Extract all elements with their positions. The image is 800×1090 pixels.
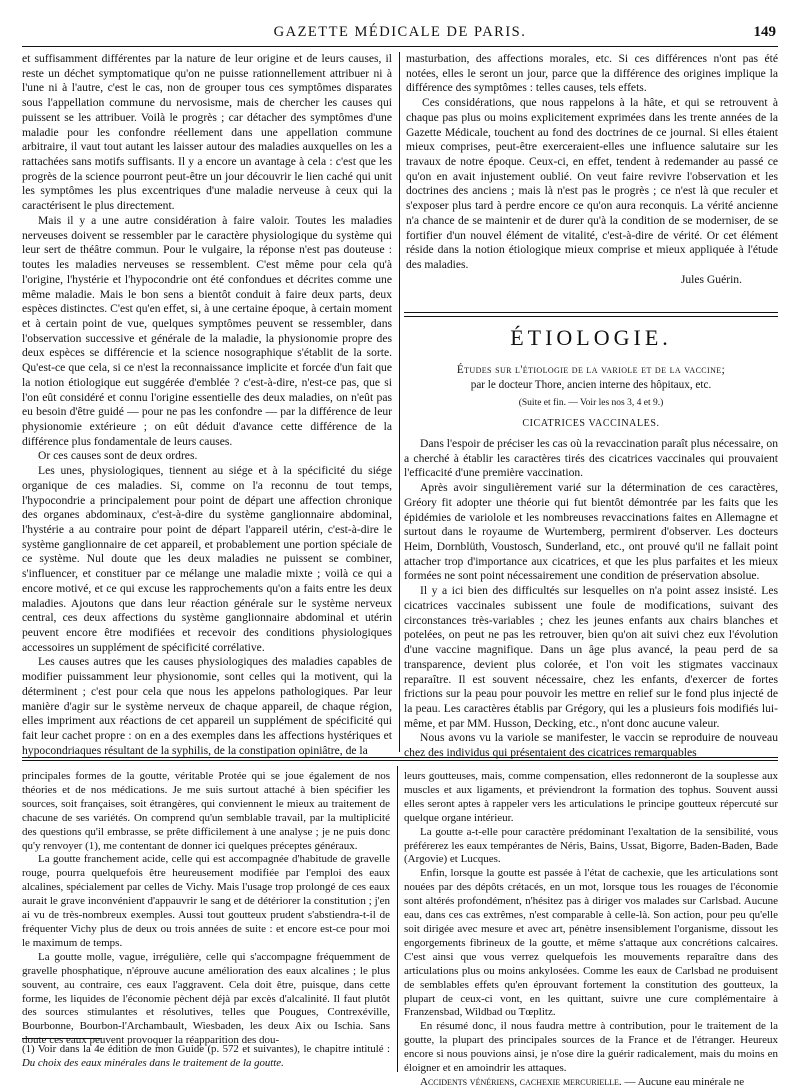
section-rule <box>22 757 778 758</box>
header-rule <box>22 46 778 47</box>
paragraph: Il y a ici bien des difficultés sur lesquelles on n'a point assez insisté. Les cicatrices vaccinales subissent une foule de modifications, suivant des circonstances très-variables ; chez les jeunes enfants aux chairs blanches et potelées, on peut ne pas les retrouver, bien qu'on ait suivi chez eux l'évolution d'une vaccine magnifique. Dans un âge plus avancé, la peau perd de sa transparence, devient plus colorée, et l'on voit les stigmates vaccinaux reparaître. Il est souvent nécessaire, chez les enfants, d'exercer de fortes frictions sur la peau pour pouvoir les mettre en relief sur le fond plus injecté de la peau. Les caractères établis par Grégory, qui les a plusieurs fois modifiés lui-même, et par MM. Husson, Decking, etc., n'ont donc aucune valeur. <box>404 584 778 730</box>
article-top-rule-thin <box>404 316 778 317</box>
paragraph: Dans l'espoir de préciser les cas où la revaccination paraît plus nécessaire, on a cherché à établir les caractères tirés des cicatrices vaccinales qui prouvaient l'efficacité d'une première vaccination. <box>404 437 778 480</box>
paragraph: Ces considérations, que nous rappelons à la hâte, et qui se retrouvent à chaque pas plus ou moins explicitement exprimées dans les trente années de la Gazette Médicale, touchent au fond des doctrines de ce journal. Si elles étaient mieux comprises, peut-être exerceraient-elles une influence salutaire sur les travaux de notre époque. Ceux-ci, en effet, tendent à redemander au passé ce qu'on en avait injustement oublié. On veut faire revivre l'observation et les doctrines des anciens ; mais là n'est pas le progrès ; ce n'est là que reculer et s'exposer plus tard à perdre encore ce qu'on aura reconquis. La vérité ancienne n'a chance de se maintenir et de durer qu'à la condition de se moderniser, de se fortifier d'un nouvel élément de vitalité, c'est-à-dire de vérité. Or cet élément réside dans la notion étiologique mieux comprise et mieux appliquée à l'étude des maladies. <box>406 96 778 272</box>
article-body <box>404 437 778 767</box>
article-byline: par le docteur Thore, ancien interne des hôpitaux, etc. <box>470 378 712 391</box>
run-in-heading: Accidents vénériens, cachexie mercurielle. <box>420 1075 622 1088</box>
upper-left-column <box>22 52 392 757</box>
page-header <box>22 0 778 48</box>
footnote-text: (1) Voir dans la 4e édition de mon Guide (p. 572 et suivantes), le chapitre intitulé : <box>22 1043 390 1055</box>
paragraph: Mais il y a une autre considération à faire valoir. Toutes les maladies nerveuses doivent se ressembler par le caractère physiologique du système qui leur sert de théâtre commun. Pour le vulgaire, la réponse n'est pas douteuse : toutes les maladies nerveuses se ressemblent. C'est même pour cela qu'à l'origine, l'hystérie et l'hypocondrie ont été confondues et décrites comme une même maladie. Mais le bon sens a bientôt conduit à faire deux parts, deux espèces distinctes. C'est qu'en effet, si, à une certaine époque, à certain moment et à certain point de vue, quelques symptômes peuvent se ressembler, dans l'observation successive et générale de la maladie, la physionomie propre des deux espèces se différencie et la science nosographique s'établit de la sorte. Qu'est-ce que cela, si ce n'est la reconnaissance implicite et forcée d'un fait que la notion étiologique eut suggérée d'emblée ? c'est-à-dire, n'est-ce pas, que si l'on eût considéré et connu l'origine essentielle des deux maladies, on n'eût pas eu besoin d'être guidé — pour ne pas les confondre — par la différence de leur physionomie extérieure ; on eût déduit d'avance cette différence de la différence plus fondamentale de leurs causes. <box>22 213 392 448</box>
paragraph: Après avoir singulièrement varié sur la détermination de ces caractères, Gréory fit adopter une théorie qui fut bientôt démontrée par les faits que les épidémies de variolole et les nombreuses revaccinations faites en Allemagne et surtout dans le royaume de Wurtemberg, permirent d'observer. Les docteurs Heim, Dornblüth, Voustosch, Sunderland, etc., ont prouvé qu'il ne fallait point attacher trop d'importance aux cicatrices, et que les plus parfaites et les mieux formées ne sont point nécessairement une condition de préservation absolue. <box>404 481 778 583</box>
subsection-heading: CICATRICES VACCINALES. <box>522 418 660 429</box>
paragraph: Les unes, physiologiques, tiennent au siége et à la spécificité du siége organique de ces maladies. Si, comme on l'a reconnu de tout temps, l'hypocondrie a principalement pour point de départ une affection chronique des organes abdominaux, c'est-à-dire du système ganglionnaire abdominal, l'hystérie a au contraire pour point de départ l'appareil utérin, c'est-à-dire le système ganglionnaire de cet appareil, et probablement une portion spéciale de ce système. Nul doute que les deux maladies ne puissent se combiner, s'influencer, et constituer par ce mélange une maladie mixte ; voilà ce qui a encore motivé, et ce qui excuse les rapprochements qu'on a faits entre les deux maladies. Ajoutons que dans leur réaction générale sur le système nerveux central, ces deux affections du système ganglionnaire abdominal et utérin peuvent encore être modifiées et recevoir des conditions physiologiques accessoires un supplément de spécificité corrélative. <box>22 464 392 654</box>
paragraph <box>404 1076 778 1090</box>
footnote-rule <box>22 1038 102 1039</box>
page-number: 149 <box>753 24 776 40</box>
paragraph-text: — Aucune eau minérale ne <box>621 1075 745 1088</box>
column-divider <box>399 52 400 752</box>
section-rule-thin <box>22 760 778 761</box>
upper-right-column <box>406 52 778 304</box>
paragraph: Nous avons vu la variole se manifester, le vaccin se reproduire de nouveau chez des individus qui présentaient des cicatrices remarquables <box>404 731 778 760</box>
section-title: ÉTIOLOGIE. <box>510 325 672 350</box>
paragraph: Or ces causes sont de deux ordres. <box>38 449 198 463</box>
paragraph: La goutte franchement acide, celle qui est accompagnée d'habitude de gravelle rouge, pourra quelquefois être heureusement modifiée par l'emploi des eaux alcalines, spécialement par celles de Vichy. Mais l'usage trop prolongé de ces eaux aurait le grave inconvénient d'appauvrir le sang et de détériorer la constitution ; j'en ai vu de très-nombreux exemples. Aussi tout goutteux prudent s'abstiendra-t-il de fréquenter Vichy plus de deux ou trois années de suite : et encore est-ce pour moi le maximum de temps. <box>22 853 390 949</box>
paragraph: leurs goutteuses, mais, comme compensation, elles redonneront de la souplesse aux muscles et aux ligaments, et préviendront la formation des tophus. Souvent aussi elles seront aptes à rappeler vers les articulations le principe goutteux répercuté sur quelque organe intérieur. <box>404 770 778 824</box>
paragraph: principales formes de la goutte, véritable Protée qui se joue également de nos théories et de nos médications. Je me suis surtout attaché à bien spécifier les sources, soit françaises, soit étrangères, qui conviennent le mieux au traitement de chacune de ses variétés. On comprend qu'un semblable travail, par la multiplicité des questions qu'il embrasse, se prête difficilement à une analyse ; je ne puis donc qu'y renvoyer (1), me contentant de donner ici quelques préceptes généraux. <box>22 770 390 852</box>
paragraph: Les causes autres que les causes physiologiques des maladies capables de modifier puissamment leur physionomie, sont celles qui la motivent, qui la déterminent ; c'est pour cela que nous les appelons pathologiques. Par leur manière d'agir sur le système nerveux de chaque appareil, de chaque région, elles impriment aux réactions de cet appareil un supplément de spécificité qui fait leur cachet propre : on en a des exemples dans les affections hystériques et hypocondriaques résultant de la syphilis, de la constipation opiniâtre, de la <box>22 655 392 757</box>
article-top-rule <box>404 312 778 313</box>
subtitle-line-1: Études sur l'étiologie de la variole et de la vaccine; <box>456 364 726 376</box>
author-signature: Jules Guérin. <box>680 272 742 286</box>
footnote <box>22 1038 390 1070</box>
paragraph: et suffisamment différentes par la nature de leur origine et de leurs causes, il reste un déchet symptomatique qu'on ne puisse rationnellement attribuer ni à l'une ni à l'autre, c'est le cas, non de grouper tous ces symptômes disparates sous l'appellation commune du nervosisme, mais de chercher les causes qui puissent se les attribuer. Voilà le progrès ; car détacher des symptômes d'une maladie pour les confondre réellement dans une appellation commune arbitraire, il vaut tout autant les laisser autour des maladies auxquelles on les a rattachées sans motifs suffisants. Il y a encore un avantage à cela : c'est que les progrès de la science pourront peut-être un jour découvrir le lien caché qui unit les symptômes les plus excentriques d'une maladie nerveuse à ceux qui la caractérisent le plus directement. <box>22 52 392 213</box>
column-divider-lower <box>397 766 398 1072</box>
footnote-title: Du choix des eaux minérales dans le traitement de la goutte. <box>22 1057 284 1069</box>
paragraph: En résumé donc, il nous faudra mettre à contribution, pour le traitement de la goutte, la plupart des principales sources de la France et de l'étranger. Heureux encore si nous pouvions ainsi, je n'ose dire la guérir radicalement, mais du moins en éloigner et en amoindrir les attaques. <box>404 1020 778 1075</box>
lower-left-column <box>22 770 390 1047</box>
paragraph: masturbation, des affections morales, etc. Si ces différences n'ont pas été notées, elles le seront un jour, parce que la différence des origines implique la différence des symptômes : telles causes, tels effets. <box>406 52 778 95</box>
article-etiologie <box>404 312 778 767</box>
suite-note: (Suite et fin. — Voir les nos 3, 4 et 9.) <box>518 398 664 408</box>
article-subtitle <box>404 363 778 378</box>
paragraph: La goutte molle, vague, irrégulière, celle qui s'accompagne fréquemment de gravelle phosphatique, n'éprouve aucune amélioration des eaux alcalines ; le plus souvent, au contraire, ces eaux l'aggravent. Cela doit être, puisque, dans cette forme, les liquides de l'économie pèchent déjà par excès d'alcalinité. Il faut plutôt des sources stimulantes et résolutives, telles que Pougues, Contrexéville, Bourbonne, Bourbon-l'Archambault, Wiesbaden, les deux Aix ou Ischia. Sans doute ces eaux peuvent provoquer la réapparition des dou- <box>22 950 390 1047</box>
paragraph: La goutte a-t-elle pour caractère prédominant l'exaltation de la sensibilité, vous préférerez les eaux tempérantes de Néris, Bains, Ussat, Bigorre, Baden-Baden, Bade (Argovie) et Lucques. <box>404 825 778 866</box>
journal-title: GAZETTE MÉDICALE DE PARIS. <box>273 24 527 40</box>
lower-right-column <box>404 770 778 1088</box>
paragraph: Enfin, lorsque la goutte est passée à l'état de cachexie, que les articulations sont nouées par des dépôts crétacés, en un mot, lorsque tous les rouages de l'économie sont altérés profondément, n'hésitez pas à diriger vos malades sur Carlsbad. Aucune eau, dans ces cas extrêmes, n'est comparable à celle-là. Son action, pour peu qu'elle soit dirigée avec mesure et avec art, pénètre insensiblement l'organisme, dissout les engorgements fibrineux de la goutte, et même s'attaque aux concrétions calcaires. C'est ainsi que vous verrez quelquefois les mouvements reparaître dans des articulations plus ou moins ankylosées. Comme les eaux de Carlsbad ne produisent de semblables effets qu'en éprouvant fortement la constitution des goutteux, la plupart de ceux-ci vont, en les quittant, suivre une cure complémentaire à Franzensbad, Wildbad ou Tœplitz. <box>404 867 778 1019</box>
